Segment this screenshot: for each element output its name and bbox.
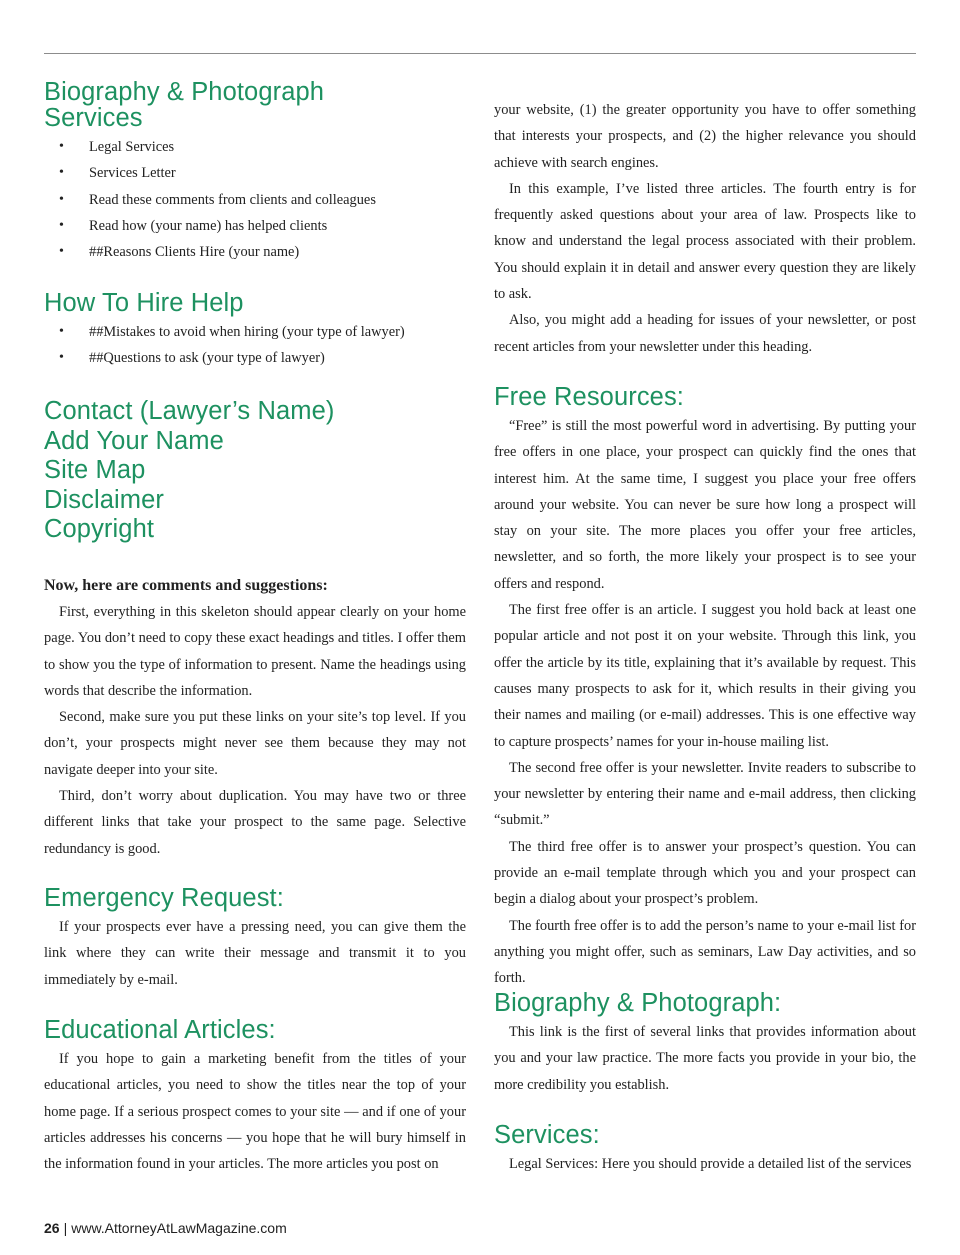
free-paragraph: “Free” is still the most powerful word in advertising. By putting your free offers in one place, your prospect can quickly find the ones that interest him. At the same time, I suggest you place your free offers around your website. You can never be sure how long a prospect will stay on your site. The more places you offer your free articles, newsletter, and so forth, the more likely your prospect is to see your offers and respond. bbox=[494, 418, 916, 592]
free-paragraph: The second free offer is your newsletter. Invite readers to subscribe to your newsletter by entering their name and e-mail address, then clicking “submit.” bbox=[494, 759, 916, 829]
free-resources-heading: Free Resources: bbox=[494, 383, 684, 411]
educational-section bbox=[44, 1017, 466, 1177]
intro-section bbox=[494, 97, 916, 360]
free-resources-section bbox=[494, 384, 916, 992]
list-item: • ##Mistakes to avoid when hiring (your type of lawyer) bbox=[44, 319, 466, 345]
contact-link[interactable]: Contact (Lawyer’s Name) bbox=[44, 397, 335, 425]
disclaimer-link[interactable]: Disclaimer bbox=[44, 485, 165, 514]
bullet-icon: • bbox=[59, 350, 64, 366]
bio-photo-section bbox=[494, 990, 916, 1098]
top-rule bbox=[44, 53, 916, 54]
bullet-icon: • bbox=[59, 217, 64, 233]
bio-services-heading-line2: Services bbox=[44, 104, 143, 132]
intro-paragraph: Also, you might add a heading for issues of your newsletter, or post recent articles from your newsletter under this heading. bbox=[494, 312, 916, 355]
bullet-icon: • bbox=[59, 191, 64, 207]
emergency-paragraph: If your prospects ever have a pressing need, you can give them the link where they can write their message and transmit it to you immediately by e-mail. bbox=[44, 919, 466, 988]
hire-help-list bbox=[44, 319, 466, 372]
hire-help-heading: How To Hire Help bbox=[44, 289, 244, 317]
bullet-icon: • bbox=[59, 139, 64, 154]
hire-help-section bbox=[44, 290, 466, 372]
emergency-section bbox=[44, 885, 466, 993]
bullet-icon: • bbox=[59, 244, 64, 260]
comments-paragraph: Third, don’t worry about duplication. You may have two or three different links that take your prospect to the same page. Selective redundancy is good. bbox=[44, 788, 466, 857]
emergency-heading: Emergency Request: bbox=[44, 884, 284, 912]
services-paragraph: Legal Services: Here you should provide a detailed list of the services bbox=[509, 1156, 912, 1172]
page-footer bbox=[44, 1220, 287, 1236]
comments-paragraph: First, everything in this skeleton should appear clearly on your home page. You don’t need to copy these exact headings and titles. I offer them to show you the type of information to present. Name the headings using words that describe the information. bbox=[44, 604, 466, 699]
comments-paragraph: Second, make sure you put these links on your site’s top level. If you don’t, your prospects might never see them because they may not navigate deeper into your site. bbox=[44, 709, 466, 778]
list-item: • ##Questions to ask (your type of lawyer) bbox=[44, 345, 466, 371]
intro-paragraph: In this example, I’ve listed three articles. The fourth entry is for frequently asked questions about your area of law. Prospects like to know and understand the legal process associated with their problem. You should explain it in detail and answer every question they are likely to ask. bbox=[494, 180, 916, 303]
free-paragraph: The third free offer is to answer your prospect’s question. You can provide an e-mail template through which you and your prospect can begin a dialog about your prospect’s problem. bbox=[494, 838, 916, 908]
educational-paragraph: If you hope to gain a marketing benefit from the titles of your educational articles, you need to show the titles near the top of your home page. If a serious prospect comes to your site — and if one of your articles addresses his concerns — you hope that he will bury himself in the information found in your articles. The more articles you post on bbox=[44, 1051, 466, 1173]
bio-photo-paragraph: This link is the first of several links that provides information about you and your law practice. The more facts you provide in your bio, the more credibility you establish. bbox=[494, 1024, 916, 1093]
list-item: • Read how (your name) has helped clients bbox=[44, 213, 466, 239]
educational-heading: Educational Articles: bbox=[44, 1016, 276, 1044]
bio-services-list bbox=[44, 134, 466, 265]
footer-separator: | bbox=[63, 1220, 68, 1236]
intro-paragraph: your website, (1) the greater opportunity you have to offer something that interests your prospects, and (2) the higher relevance you should achieve with search engines. bbox=[494, 102, 916, 171]
footer-site-link[interactable]: www.AttorneyAtLawMagazine.com bbox=[71, 1220, 287, 1236]
services-heading: Services: bbox=[494, 1121, 600, 1149]
add-your-name-link[interactable]: Add Your Name bbox=[44, 426, 224, 455]
page-number: 26 bbox=[44, 1220, 60, 1236]
bullet-icon: • bbox=[59, 165, 64, 181]
bio-photo-heading: Biography & Photograph: bbox=[494, 989, 782, 1017]
site-map-link[interactable]: Site Map bbox=[44, 456, 146, 484]
bullet-icon: • bbox=[59, 324, 64, 339]
comments-section bbox=[44, 573, 466, 862]
copyright-link[interactable]: Copyright bbox=[44, 515, 155, 543]
list-item: • Read these comments from clients and colleagues bbox=[44, 187, 466, 213]
list-item: • Services Letter bbox=[44, 160, 466, 186]
comments-heading: Now, here are comments and suggestions: bbox=[44, 577, 328, 594]
link-headings bbox=[44, 397, 466, 545]
free-paragraph: The fourth free offer is to add the person’s name to your e-mail list for anything you might offer, such as seminars, Law Day activities, and so forth. bbox=[494, 917, 916, 987]
free-paragraph: The first free offer is an article. I suggest you hold back at least one popular article and not post it on your website. Through this link, you offer the article by its title, explaining that it’s available by request. This causes many prospects to ask for it, which results in their giving you their names and mailing (or e-mail) addresses. This is one effective way to capture prospects’ names for your in-house mailing list. bbox=[494, 602, 916, 750]
bio-services-heading bbox=[44, 79, 466, 131]
bio-services-section bbox=[44, 79, 466, 265]
list-item: • ##Reasons Clients Hire (your name) bbox=[44, 239, 466, 265]
services-section bbox=[494, 1122, 916, 1177]
list-item: • Legal Services bbox=[44, 134, 466, 160]
bio-services-heading-line1: Biography & Photograph bbox=[44, 78, 325, 106]
